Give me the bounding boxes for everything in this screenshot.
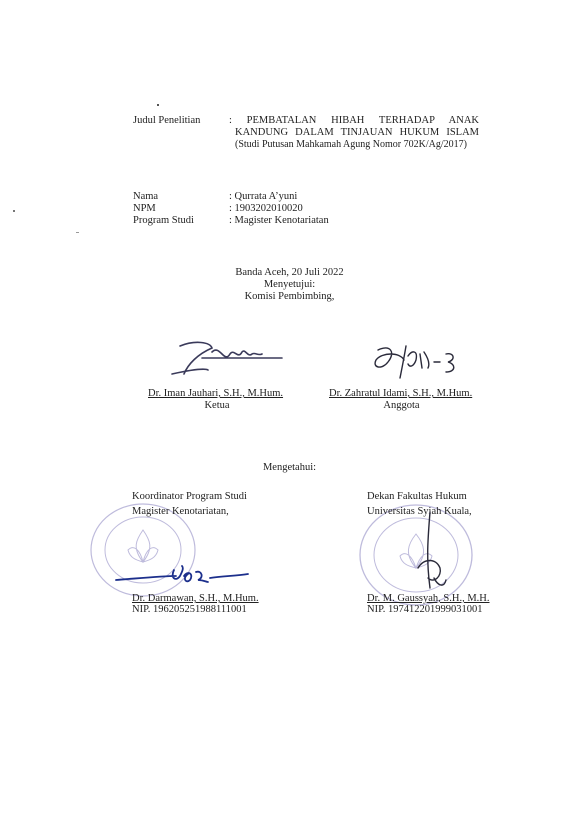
stray-dot bbox=[13, 210, 15, 212]
chair-signature bbox=[150, 330, 290, 390]
stray-dot bbox=[76, 232, 79, 233]
place-date: Banda Aceh, 20 Juli 2022 bbox=[235, 267, 344, 278]
coordinator-title-2: Magister Kenotariatan, bbox=[132, 506, 229, 517]
dean-title-2: Universitas Syiah Kuala, bbox=[367, 506, 472, 517]
chair-role: Ketua bbox=[204, 400, 230, 411]
program-value: : Magister Kenotariatan bbox=[229, 215, 329, 226]
coordinator-nip: NIP. 196205251988111001 bbox=[132, 604, 247, 615]
dean-name: Dr. M. Gaussyah, S.H., M.H. bbox=[367, 593, 490, 604]
title-label: Judul Penelitian bbox=[133, 115, 201, 126]
approved-text: Menyetujui: bbox=[263, 279, 316, 290]
dean-nip: NIP. 197412201999031001 bbox=[367, 604, 483, 615]
coordinator-name: Dr. Darmawan, S.H., M.Hum. bbox=[132, 593, 259, 604]
name-value: : Qurrata A’yuni bbox=[229, 191, 298, 202]
name-label: Nama bbox=[133, 191, 159, 202]
committee-text: Komisi Pembimbing, bbox=[244, 291, 335, 302]
dean-signature bbox=[400, 508, 460, 598]
npm-label: NPM bbox=[133, 203, 156, 214]
member-name: Dr. Zahratul Idami, S.H., M.Hum. bbox=[329, 388, 473, 399]
npm-value: : 1903202010020 bbox=[229, 203, 303, 214]
title-line-1: : PEMBATALAN HIBAH TERHADAP ANAK bbox=[229, 115, 479, 126]
member-role: Anggota bbox=[383, 400, 420, 411]
title-line-2: KANDUNG DALAM TINJAUAN HUKUM ISLAM bbox=[235, 127, 479, 138]
coordinator-title-1: Koordinator Program Studi bbox=[132, 491, 247, 502]
dean-title-1: Dekan Fakultas Hukum bbox=[367, 491, 467, 502]
program-label: Program Studi bbox=[133, 215, 194, 226]
stray-dot bbox=[157, 104, 159, 106]
acknowledged-text: Mengetahui: bbox=[262, 462, 317, 473]
title-line-3: (Studi Putusan Mahkamah Agung Nomor 702K/Ag/2017) bbox=[235, 139, 467, 150]
chair-name: Dr. Iman Jauhari, S.H., M.Hum. bbox=[148, 388, 284, 399]
member-signature bbox=[360, 338, 470, 388]
